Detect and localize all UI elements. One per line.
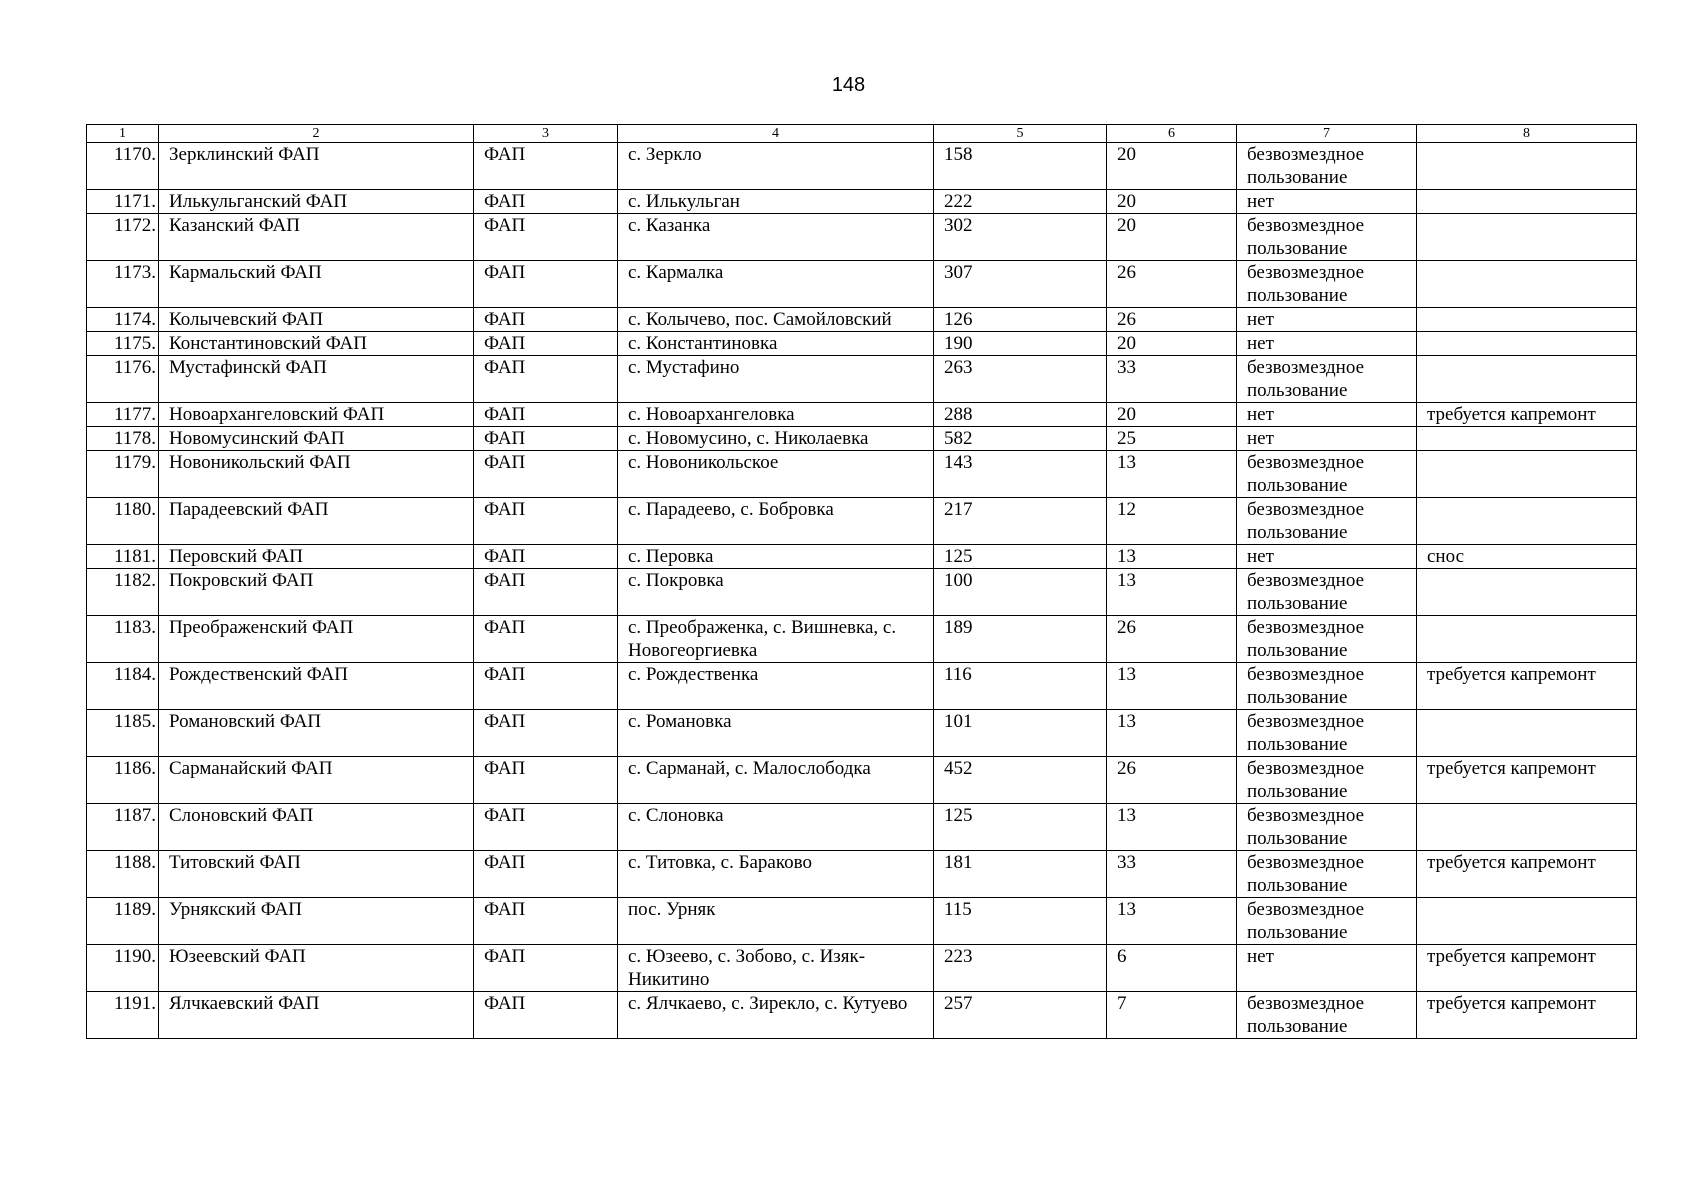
column-6-value: 13 [1107,663,1237,710]
column-5-value: 222 [934,190,1107,214]
row-number: 1185. [87,710,159,757]
facility-name: Казанский ФАП [159,214,474,261]
column-header: 2 [159,125,474,143]
column-header: 1 [87,125,159,143]
facility-type: ФАП [474,992,618,1039]
note [1417,569,1637,616]
row-number: 1178. [87,427,159,451]
usage-status: безвозмездное пользование [1237,851,1417,898]
note: требуется капремонт [1417,403,1637,427]
column-6-value: 13 [1107,545,1237,569]
table-row [87,710,1637,757]
facility-name: Парадеевский ФАП [159,498,474,545]
row-number: 1180. [87,498,159,545]
column-6-value: 26 [1107,261,1237,308]
row-number: 1170. [87,143,159,190]
location: с. Романовка [618,710,934,757]
note [1417,451,1637,498]
location: с. Константиновка [618,332,934,356]
row-number: 1175. [87,332,159,356]
table-row [87,616,1637,663]
usage-status: безвозмездное пользование [1237,214,1417,261]
column-5-value: 100 [934,569,1107,616]
facility-name: Преображенский ФАП [159,616,474,663]
usage-status: нет [1237,427,1417,451]
column-5-value: 257 [934,992,1107,1039]
facility-type: ФАП [474,851,618,898]
row-number: 1189. [87,898,159,945]
row-number: 1191. [87,992,159,1039]
column-5-value: 582 [934,427,1107,451]
facility-type: ФАП [474,945,618,992]
note [1417,261,1637,308]
row-number: 1186. [87,757,159,804]
usage-status: нет [1237,190,1417,214]
facility-type: ФАП [474,498,618,545]
facility-name: Зерклинский ФАП [159,143,474,190]
note [1417,332,1637,356]
column-header: 8 [1417,125,1637,143]
facility-type: ФАП [474,214,618,261]
facility-name: Юзеевский ФАП [159,945,474,992]
column-6-value: 13 [1107,898,1237,945]
location: с. Зеркло [618,143,934,190]
location: с. Мустафино [618,356,934,403]
usage-status: безвозмездное пользование [1237,757,1417,804]
usage-status: нет [1237,545,1417,569]
location: пос. Урняк [618,898,934,945]
table-row [87,356,1637,403]
location: с. Покровка [618,569,934,616]
facility-type: ФАП [474,308,618,332]
column-5-value: 263 [934,356,1107,403]
note [1417,898,1637,945]
location: с. Слоновка [618,804,934,851]
table-row [87,851,1637,898]
usage-status: нет [1237,945,1417,992]
table-row [87,451,1637,498]
table-row [87,190,1637,214]
column-5-value: 181 [934,851,1107,898]
column-5-value: 307 [934,261,1107,308]
location: с. Парадеево, с. Бобровка [618,498,934,545]
facility-name: Илькульганский ФАП [159,190,474,214]
facility-name: Урнякский ФАП [159,898,474,945]
column-5-value: 223 [934,945,1107,992]
usage-status: нет [1237,332,1417,356]
usage-status: нет [1237,308,1417,332]
usage-status: безвозмездное пользование [1237,356,1417,403]
column-6-value: 20 [1107,143,1237,190]
table-row [87,427,1637,451]
note [1417,356,1637,403]
column-5-value: 190 [934,332,1107,356]
column-6-value: 20 [1107,403,1237,427]
note: снос [1417,545,1637,569]
column-6-value: 33 [1107,851,1237,898]
table-row [87,992,1637,1039]
facility-type: ФАП [474,403,618,427]
row-number: 1181. [87,545,159,569]
note: требуется капремонт [1417,663,1637,710]
column-5-value: 125 [934,545,1107,569]
row-number: 1187. [87,804,159,851]
row-number: 1179. [87,451,159,498]
column-header: 6 [1107,125,1237,143]
column-6-value: 25 [1107,427,1237,451]
column-6-value: 26 [1107,308,1237,332]
facility-name: Титовский ФАП [159,851,474,898]
row-number: 1173. [87,261,159,308]
facility-name: Новоникольский ФАП [159,451,474,498]
column-5-value: 158 [934,143,1107,190]
page-number: 148 [831,74,866,96]
facility-type: ФАП [474,190,618,214]
row-number: 1174. [87,308,159,332]
location: с. Новомусино, с. Николаевка [618,427,934,451]
facility-type: ФАП [474,569,618,616]
column-6-value: 26 [1107,757,1237,804]
facility-name: Романовский ФАП [159,710,474,757]
column-6-value: 13 [1107,451,1237,498]
column-6-value: 20 [1107,214,1237,261]
table-row [87,332,1637,356]
facility-type: ФАП [474,663,618,710]
row-number: 1183. [87,616,159,663]
column-6-value: 13 [1107,710,1237,757]
facility-name: Слоновский ФАП [159,804,474,851]
location: с. Илькульган [618,190,934,214]
column-header: 3 [474,125,618,143]
table-row [87,804,1637,851]
usage-status: безвозмездное пользование [1237,498,1417,545]
row-number: 1177. [87,403,159,427]
column-5-value: 143 [934,451,1107,498]
facility-name: Перовский ФАП [159,545,474,569]
facility-type: ФАП [474,616,618,663]
header-row [87,125,1637,143]
facility-name: Рождественский ФАП [159,663,474,710]
row-number: 1182. [87,569,159,616]
facility-name: Константиновский ФАП [159,332,474,356]
note [1417,190,1637,214]
column-6-value: 12 [1107,498,1237,545]
column-5-value: 189 [934,616,1107,663]
location: с. Новоархангеловка [618,403,934,427]
note [1417,427,1637,451]
column-5-value: 288 [934,403,1107,427]
column-5-value: 452 [934,757,1107,804]
table-row [87,757,1637,804]
facility-name: Кармальский ФАП [159,261,474,308]
table-row [87,663,1637,710]
facility-name: Ялчкаевский ФАП [159,992,474,1039]
column-5-value: 302 [934,214,1107,261]
column-5-value: 126 [934,308,1107,332]
row-number: 1172. [87,214,159,261]
usage-status: безвозмездное пользование [1237,992,1417,1039]
column-header: 5 [934,125,1107,143]
column-header: 4 [618,125,934,143]
facility-name: Покровский ФАП [159,569,474,616]
usage-status: безвозмездное пользование [1237,451,1417,498]
column-5-value: 101 [934,710,1107,757]
facility-name: Мустафинскй ФАП [159,356,474,403]
table-row [87,308,1637,332]
facility-name: Новоархангеловский ФАП [159,403,474,427]
usage-status: безвозмездное пользование [1237,143,1417,190]
note [1417,308,1637,332]
facility-type: ФАП [474,804,618,851]
column-6-value: 20 [1107,190,1237,214]
usage-status: безвозмездное пользование [1237,804,1417,851]
facility-name: Колычевский ФАП [159,308,474,332]
location: с. Рождественка [618,663,934,710]
facility-type: ФАП [474,710,618,757]
column-6-value: 7 [1107,992,1237,1039]
facility-type: ФАП [474,757,618,804]
location: с. Новоникольское [618,451,934,498]
usage-status: безвозмездное пользование [1237,616,1417,663]
table-row [87,545,1637,569]
column-6-value: 6 [1107,945,1237,992]
facility-type: ФАП [474,545,618,569]
note [1417,710,1637,757]
table-row [87,143,1637,190]
location: с. Преображенка, с. Вишневка, с. Новогеоргиевка [618,616,934,663]
facility-type: ФАП [474,356,618,403]
table-row [87,498,1637,545]
facility-name: Сарманайский ФАП [159,757,474,804]
usage-status: безвозмездное пользование [1237,898,1417,945]
note: требуется капремонт [1417,945,1637,992]
location: с. Сарманай, с. Малослободка [618,757,934,804]
facility-type: ФАП [474,427,618,451]
location: с. Казанка [618,214,934,261]
location: с. Кармалка [618,261,934,308]
column-6-value: 13 [1107,804,1237,851]
note [1417,498,1637,545]
location: с. Колычево, пос. Самойловский [618,308,934,332]
column-header: 7 [1237,125,1417,143]
table-row [87,214,1637,261]
note [1417,143,1637,190]
location: с. Юзеево, с. Зобово, с. Изяк-Никитино [618,945,934,992]
facility-type: ФАП [474,261,618,308]
row-number: 1171. [87,190,159,214]
column-5-value: 217 [934,498,1107,545]
table-row [87,403,1637,427]
note [1417,804,1637,851]
column-5-value: 116 [934,663,1107,710]
facility-type: ФАП [474,451,618,498]
location: с. Титовка, с. Бараково [618,851,934,898]
note [1417,214,1637,261]
note: требуется капремонт [1417,992,1637,1039]
facility-type: ФАП [474,898,618,945]
column-5-value: 125 [934,804,1107,851]
facility-type: ФАП [474,143,618,190]
facilities-table [86,124,1637,1039]
column-5-value: 115 [934,898,1107,945]
note [1417,616,1637,663]
column-6-value: 20 [1107,332,1237,356]
table-row [87,898,1637,945]
row-number: 1188. [87,851,159,898]
location: с. Ялчкаево, с. Зирекло, с. Кутуево [618,992,934,1039]
table-row [87,569,1637,616]
column-6-value: 33 [1107,356,1237,403]
table-row [87,261,1637,308]
usage-status: нет [1237,403,1417,427]
table-row [87,945,1637,992]
usage-status: безвозмездное пользование [1237,261,1417,308]
note: требуется капремонт [1417,851,1637,898]
row-number: 1176. [87,356,159,403]
column-6-value: 13 [1107,569,1237,616]
row-number: 1190. [87,945,159,992]
facility-name: Новомусинский ФАП [159,427,474,451]
usage-status: безвозмездное пользование [1237,569,1417,616]
usage-status: безвозмездное пользование [1237,710,1417,757]
usage-status: безвозмездное пользование [1237,663,1417,710]
location: с. Перовка [618,545,934,569]
row-number: 1184. [87,663,159,710]
facility-type: ФАП [474,332,618,356]
column-6-value: 26 [1107,616,1237,663]
note: требуется капремонт [1417,757,1637,804]
